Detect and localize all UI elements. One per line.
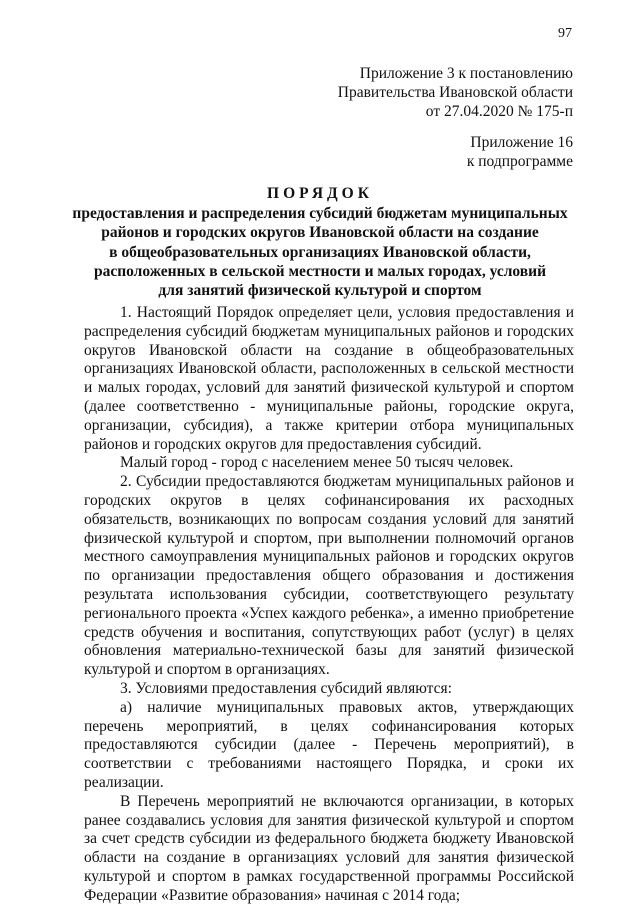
appendix-main-line: от 27.04.2020 № 175-п: [425, 103, 573, 120]
appendix-sub-line: Приложение 16: [470, 134, 573, 151]
appendix-main-line: Правительства Ивановской области: [337, 84, 573, 101]
subtitle-line: в общеобразовательных организациях Ивановской области,: [109, 243, 531, 261]
subtitle-line: предоставления и распределения субсидий бюджетам муниципальных: [72, 205, 568, 223]
document-title-block: [60, 184, 580, 300]
subtitle-line: для занятий физической культурой и спортом: [158, 282, 482, 300]
paragraph: Малый город - город с населением менее 50 тысяч человек.: [120, 454, 514, 472]
document-title: ПОРЯДОК: [267, 185, 373, 202]
subtitle-line: расположенных в сельской местности и малых городах, условий: [93, 262, 547, 280]
paragraph: В Перечень мероприятий не включаются организации, в которых ранее создавались условия для занятия физической культурой и спортом за счет средств субсидии из федерального бюджета бюджету Ивановской области на создание в организациях условий для занятия физической культурой и спортом в рамках государственной программы Российской Федерации «Развитие образования» начиная с 2014 года;: [84, 792, 574, 904]
document-body: [84, 304, 574, 906]
appendix-sub-line: к подпрограмме: [466, 153, 573, 170]
appendix-main-line: Приложение 3 к постановлению: [359, 65, 573, 82]
paragraph: 3. Условиями предоставления субсидий являются:: [120, 679, 452, 697]
paragraph: 1. Настоящий Порядок определяет цели, условия предоставления и распределения субсидий бюджетам муниципальных районов и городских округов Ивановской области на создание в общеобразовательных организациях Ивановской области, расположенных в сельской местности и малых городах, условий для занятий физической культурой и спортом (далее соответственно - муниципальные районы, городские округа, организации, субсидия), а также критерии отбора муниципальных районов и городских округов для предоставления субсидий.: [84, 304, 574, 453]
page-number: 97: [558, 26, 572, 41]
appendix-main-header: [338, 64, 573, 121]
appendix-sub-header: [467, 133, 573, 171]
paragraph: а) наличие муниципальных правовых актов, утверждающих перечень мероприятий, в целях софинансирования которых предоставляются субсидии (далее - Перечень мероприятий), в соответствии с требованиями настоящего Порядка, и сроки их реализации.: [84, 698, 574, 791]
paragraph: 2. Субсидии предоставляются бюджетам муниципальных районов и городских округов в целях софинансирования их расходных обязательств, возникающих по вопросам создания условий для занятий физической культурой и спортом, при выполнении полномочий органов местного самоуправления муниципальных районов и городских округов по организации предоставления общего образования и достижения результата использования субсидии, соответствующего результату регионального проекта «Успех каждого ребенка», а именно приобретение средств обучения и воспитания, сопутствующих работ (услуг) в целях обновления материально-технической базы для занятий физической культурой и спортом в организациях.: [84, 473, 574, 679]
subtitle-line: районов и городских округов Ивановской области на создание: [101, 224, 539, 242]
